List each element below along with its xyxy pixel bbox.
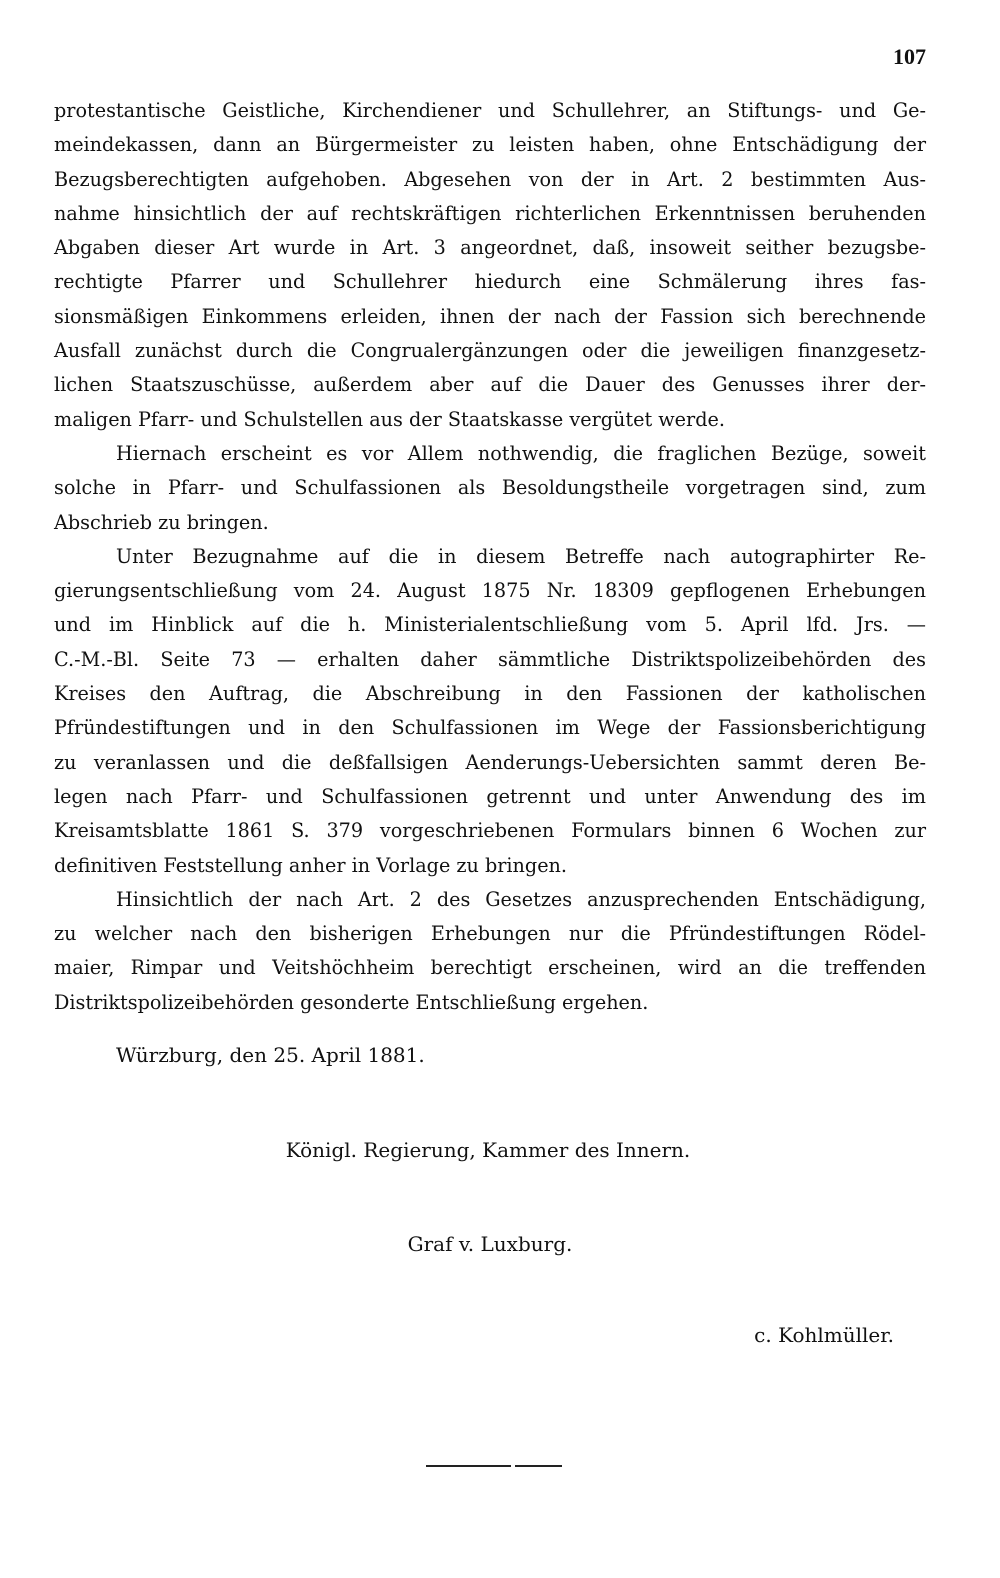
text-line: Ausfall zunächst durch die Congrualergänzungen oder die jeweiligen finanzgesetz- [54,339,926,363]
text-line: zu veranlassen und die deßfallsigen Aenderungs-Uebersichten sammt deren Be- [54,750,926,774]
text-line: sionsmäßigen Einkommens erleiden, ihnen der nach der Fassion sich berechnende [54,304,926,328]
place-date: Würzburg, den 25. April 1881. [116,1043,425,1067]
text-line: nahme hinsichtlich der auf rechtskräftigen richterlichen Erkenntnissen beruhenden [54,201,926,225]
text-line: Kreises den Auftrag, die Abschreibung in den Fassionen der katholischen [54,682,926,706]
closing-rule-divider [426,1465,562,1467]
text-line: Abschrieb zu bringen. [54,510,269,534]
text-line: Unter Bezugnahme auf die in diesem Betreffe nach autographirter Re- [116,544,926,568]
text-line: Kreisamtsblatte 1861 S. 379 vorgeschriebenen Formulars binnen 6 Wochen zur [54,819,926,843]
text-line: Distriktspolizeibehörden gesonderte Entschließung ergehen. [54,990,649,1014]
text-line: C.-M.-Bl. Seite 73 — erhalten daher sämmtliche Distriktspolizeibehörden des [54,647,926,671]
issuing-authority: Königl. Regierung, Kammer des Innern. [285,1138,691,1162]
text-line: Hinsichtlich der nach Art. 2 des Gesetzes anzusprechenden Entschädigung, [116,887,926,911]
paragraph [54,883,926,1020]
signature: Graf v. Luxburg. [407,1232,573,1256]
document-body [54,94,926,1020]
page-number: 107 [893,44,926,69]
text-line: und im Hinblick auf die h. Ministerialentschließung vom 5. April lfd. Jrs. — [54,613,926,637]
text-line: rechtigte Pfarrer und Schullehrer hiedurch eine Schmälerung ihres fas- [54,270,926,294]
paragraph [54,437,926,540]
paragraph [54,94,926,437]
countersignature: c. Kohlmüller. [754,1323,894,1347]
text-line: solche in Pfarr- und Schulfassionen als Besoldungstheile vorgetragen sind, zum [54,476,926,500]
text-line: lichen Staatszuschüsse, außerdem aber auf die Dauer des Genusses ihrer der- [54,373,926,397]
paragraph [54,540,926,883]
text-line: meindekassen, dann an Bürgermeister zu leisten haben, ohne Entschädigung der [54,133,926,157]
text-line: definitiven Feststellung anher in Vorlage zu bringen. [54,853,568,877]
text-line: legen nach Pfarr- und Schulfassionen getrennt und unter Anwendung des im [54,784,926,808]
text-line: Bezugsberechtigten aufgehoben. Abgesehen von der in Art. 2 bestimmten Aus- [54,167,926,191]
text-line: Pfründestiftungen und in den Schulfassionen im Wege der Fassionsberichtigung [54,716,926,740]
text-line: maligen Pfarr- und Schulstellen aus der Staatskasse vergütet werde. [54,407,725,431]
text-line: maier, Rimpar und Veitshöchheim berechtigt erscheinen, wird an die treffenden [54,956,926,980]
text-line: Hiernach erscheint es vor Allem nothwendig, die fraglichen Bezüge, soweit [116,441,926,465]
text-line: protestantische Geistliche, Kirchendiener und Schullehrer, an Stiftungs- und Ge- [54,99,926,122]
text-line: gierungsentschließung vom 24. August 1875 Nr. 18309 gepflogenen Erhebungen [54,579,926,603]
text-line: zu welcher nach den bisherigen Erhebungen nur die Pfründestiftungen Rödel- [54,922,926,946]
closing-rule-gap [511,1462,515,1470]
text-line: Abgaben dieser Art wurde in Art. 3 angeordnet, daß, insoweit seither bezugsbe- [54,236,926,260]
